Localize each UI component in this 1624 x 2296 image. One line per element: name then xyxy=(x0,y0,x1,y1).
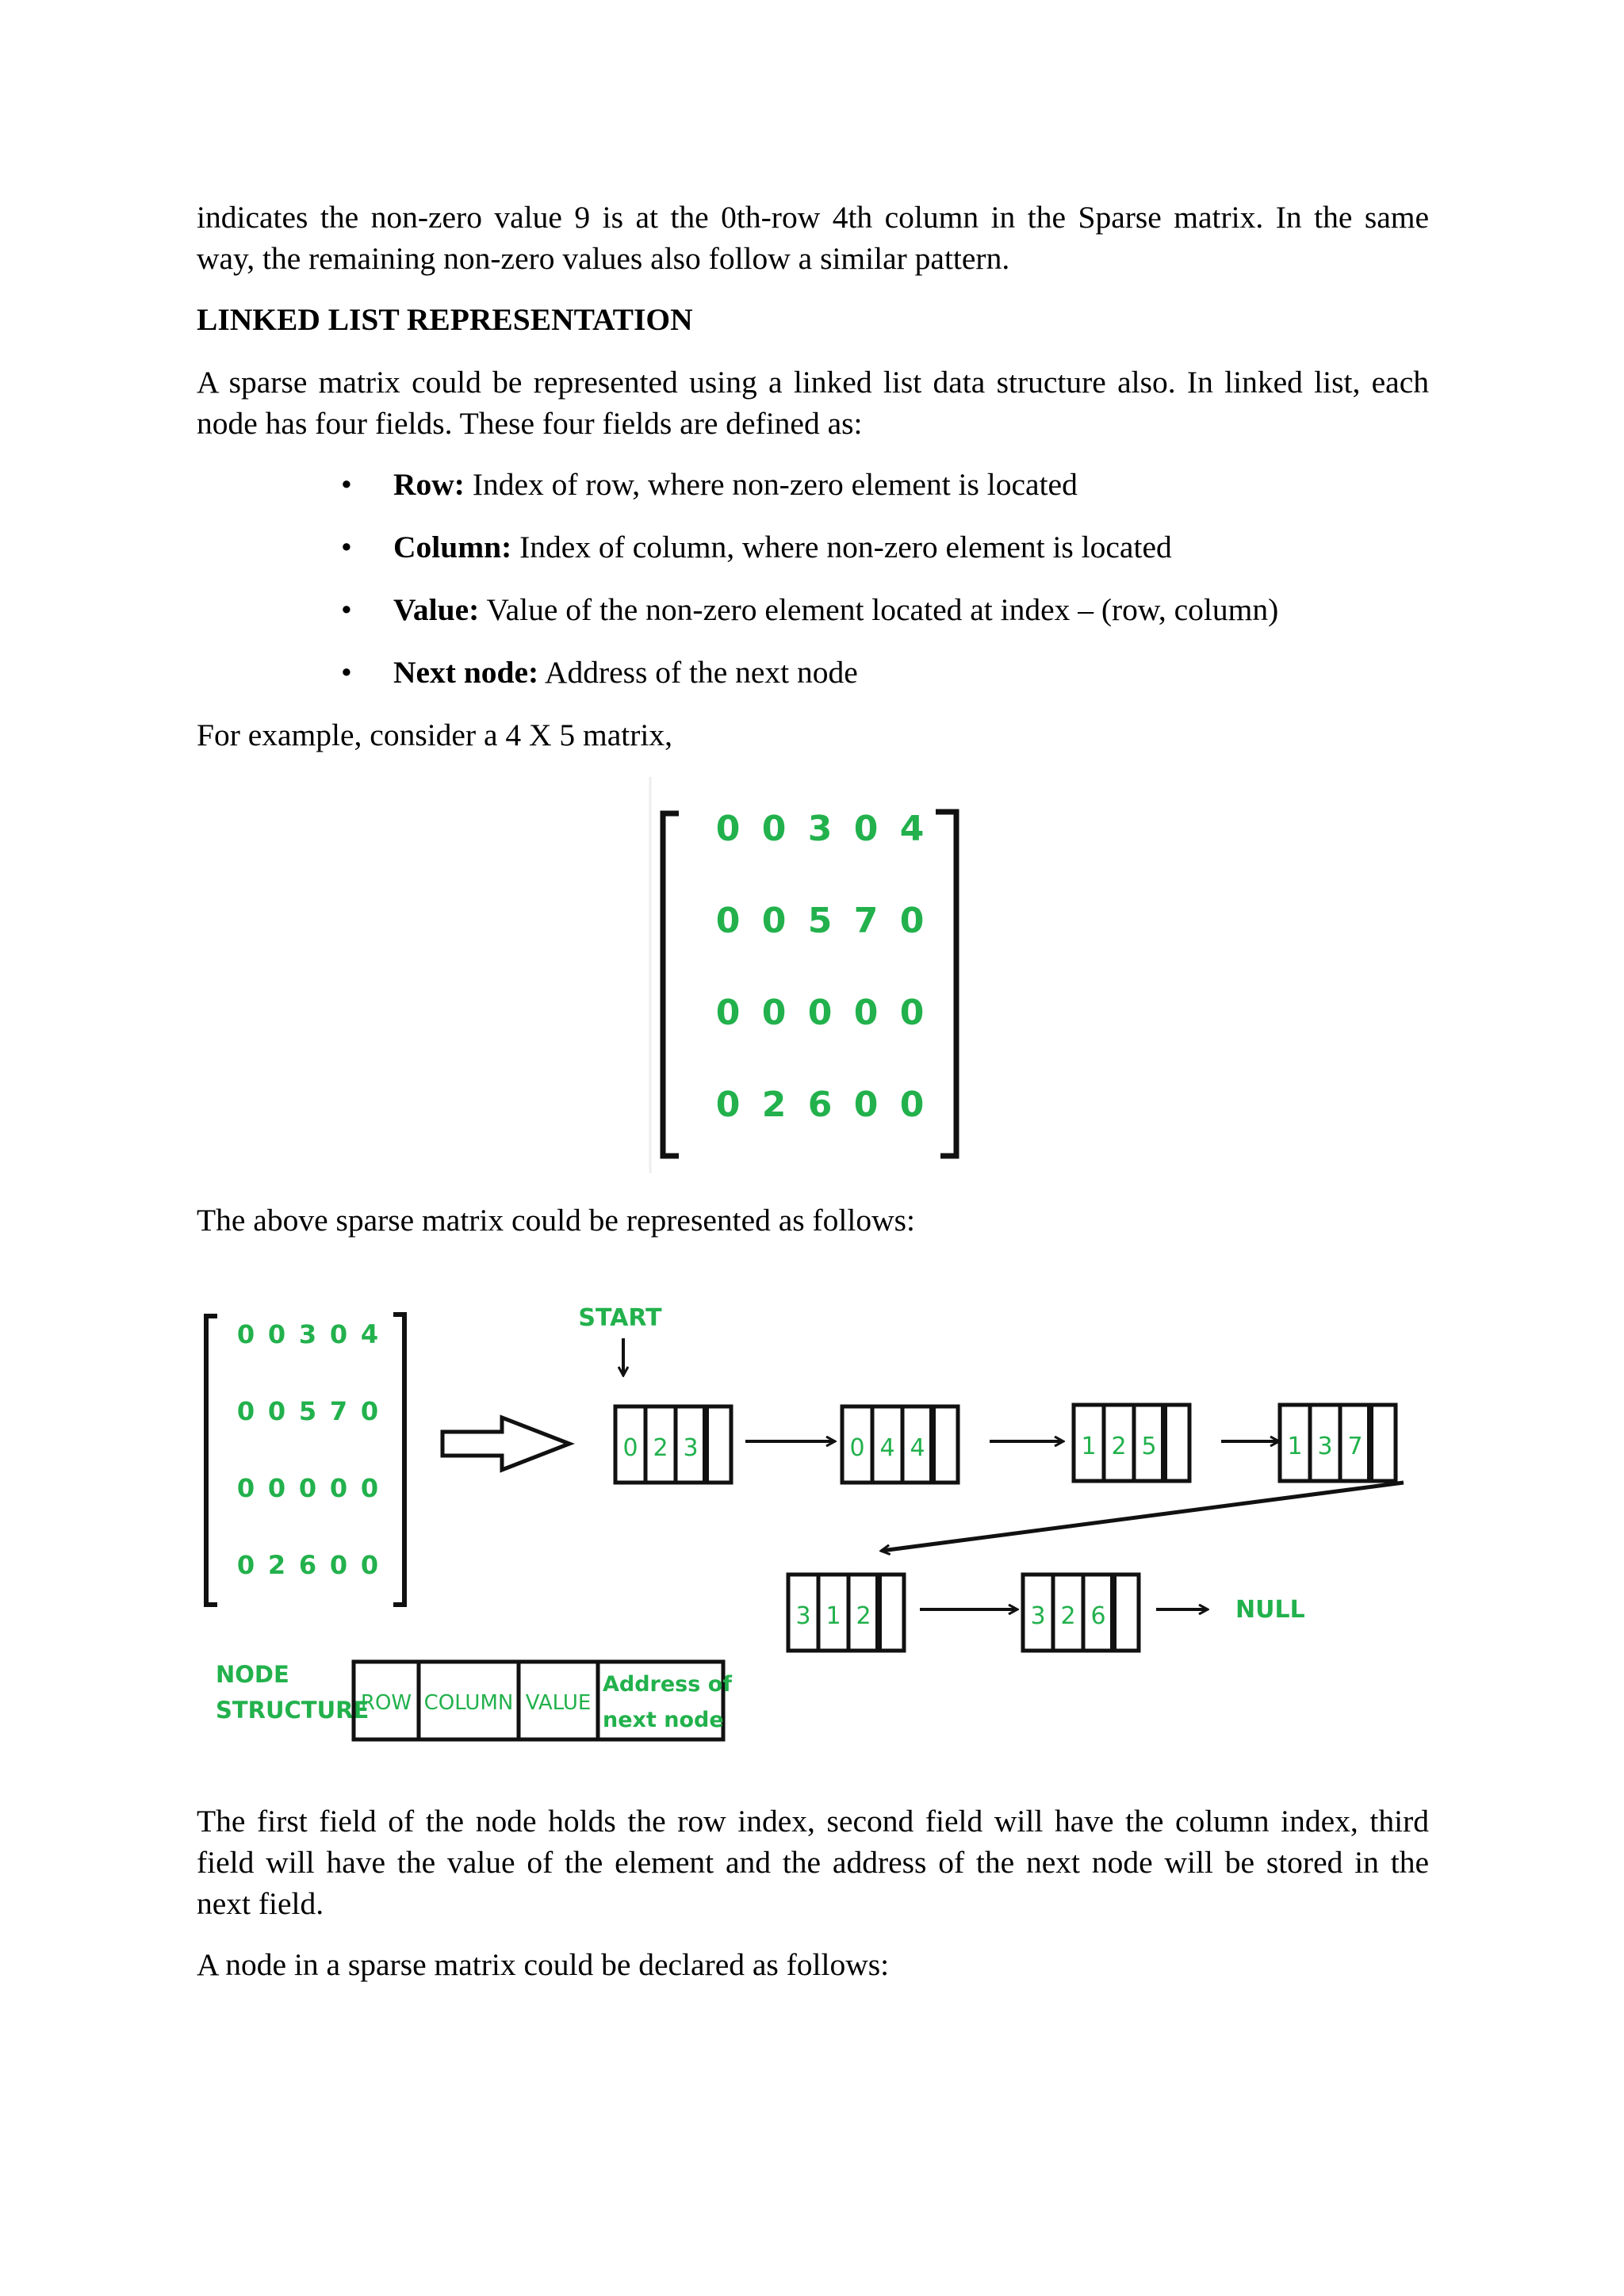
node-structure-label: NODE xyxy=(216,1661,289,1688)
field-term: Value: xyxy=(393,592,480,627)
node-field-value: 2 xyxy=(653,1434,668,1462)
explanation-paragraph xyxy=(197,1800,1429,1924)
matrix-cell: 0 xyxy=(899,1085,925,1125)
matrix-cell: 5 xyxy=(807,901,833,941)
matrix-cell: 0 xyxy=(899,901,925,941)
field-desc: Index of column, where non-zero element is located xyxy=(511,530,1172,564)
description-line-2: node has four fields. These four fields are defined as: xyxy=(197,406,863,441)
node-field-value: 2 xyxy=(1111,1433,1127,1460)
matrix-cell: 2 xyxy=(761,1085,787,1125)
matrix-figure xyxy=(649,777,966,1173)
node-field-value: 3 xyxy=(1317,1433,1333,1460)
matrix-cell: 0 xyxy=(761,993,787,1033)
matrix-cell: 0 xyxy=(761,809,787,849)
matrix-cell: 0 xyxy=(899,993,925,1033)
description-line-1: A sparse matrix could be represented using a linked list data structure also. In linked list, each xyxy=(197,365,1429,400)
node-field-value: 3 xyxy=(683,1434,699,1462)
list-node xyxy=(1074,1405,1189,1481)
declaration-intro: A node in a sparse matrix could be declared as follows: xyxy=(197,1947,890,1982)
small-matrix-cell: 0 xyxy=(236,1319,255,1349)
bullet: • xyxy=(341,655,352,690)
matrix-cell: 0 xyxy=(715,993,741,1033)
list-node xyxy=(842,1406,958,1483)
start-label: START xyxy=(578,1304,662,1332)
node-structure-label: STRUCTURE xyxy=(216,1697,370,1724)
bullet: • xyxy=(341,467,352,502)
field-desc: Index of row, where non-zero element is located xyxy=(464,467,1078,502)
matrix-cell: 4 xyxy=(899,809,925,849)
node-field-value: 5 xyxy=(1141,1433,1157,1460)
small-matrix-cell: 0 xyxy=(236,1550,255,1580)
field-desc: Address of the next node xyxy=(538,655,858,690)
node-field-value: 0 xyxy=(622,1434,638,1462)
small-right-bracket xyxy=(393,1314,404,1605)
node-field-value: 2 xyxy=(1060,1602,1076,1630)
small-matrix-cell: 0 xyxy=(329,1319,348,1349)
matrix-cell: 0 xyxy=(715,809,741,849)
small-matrix-cell: 0 xyxy=(329,1550,348,1580)
matrix-cell: 6 xyxy=(807,1085,833,1125)
node-field-value: 2 xyxy=(856,1602,871,1630)
bullet: • xyxy=(341,530,352,564)
explanation-line-3: next field. xyxy=(197,1886,324,1921)
small-matrix-cell: 0 xyxy=(236,1396,255,1426)
explanation-line-2: field will have the value of the element and the address of the next node will be stored in the xyxy=(197,1845,1429,1880)
intro-line-1: indicates the non-zero value 9 is at the 0th-row 4th column in the Sparse matrix. In the same xyxy=(197,200,1429,235)
node-field-value: 4 xyxy=(879,1434,895,1462)
small-matrix-cell: 0 xyxy=(360,1550,379,1580)
field-value xyxy=(393,589,1278,630)
wrap-link-arrow xyxy=(882,1483,1404,1551)
explanation-line-1: The first field of the node holds the row index, second field will have the column index, third xyxy=(197,1804,1429,1839)
small-left-bracket xyxy=(206,1316,217,1605)
node-field-value: 1 xyxy=(825,1602,841,1630)
node-field-value: 1 xyxy=(1081,1433,1097,1460)
representation-intro: The above sparse matrix could be represented as follows: xyxy=(197,1203,915,1238)
matrix-cell: 0 xyxy=(715,901,741,941)
structure-field-address: next node xyxy=(603,1708,724,1732)
field-next-node xyxy=(393,652,858,693)
node-field-value: 1 xyxy=(1287,1433,1303,1460)
small-matrix-cell: 0 xyxy=(298,1473,317,1503)
node-field-value: 4 xyxy=(910,1434,925,1462)
node-field-value: 3 xyxy=(795,1602,811,1630)
small-matrix-cell: 7 xyxy=(329,1396,348,1426)
field-term: Row: xyxy=(393,467,465,502)
small-matrix-cell: 0 xyxy=(360,1396,379,1426)
field-term: Next node: xyxy=(393,655,539,690)
small-matrix-cell: 6 xyxy=(298,1550,317,1580)
structure-field-row: ROW xyxy=(360,1691,412,1715)
node-field-value: 3 xyxy=(1030,1602,1046,1630)
small-matrix-cell: 0 xyxy=(267,1473,286,1503)
field-desc: Value of the non-zero element located at index – (row, column) xyxy=(479,592,1279,627)
field-term: Column: xyxy=(393,530,512,564)
small-matrix-cell: 4 xyxy=(360,1319,379,1349)
intro-paragraph xyxy=(197,197,1429,279)
null-label: NULL xyxy=(1235,1596,1305,1624)
small-matrix-cell: 3 xyxy=(298,1319,317,1349)
matrix-cell: 0 xyxy=(853,993,879,1033)
small-matrix-cell: 0 xyxy=(360,1473,379,1503)
bullet: • xyxy=(341,592,352,627)
small-matrix-cell: 2 xyxy=(267,1550,286,1580)
transform-arrow-icon xyxy=(442,1418,569,1470)
matrix-cell: 7 xyxy=(853,901,879,941)
list-node xyxy=(1023,1575,1139,1651)
structure-field-value: VALUE xyxy=(525,1691,592,1715)
node-field-value: 7 xyxy=(1347,1433,1363,1460)
matrix-cell: 0 xyxy=(853,1085,879,1125)
matrix-cell: 0 xyxy=(761,901,787,941)
small-matrix-cell: 0 xyxy=(267,1396,286,1426)
matrix-cell: 0 xyxy=(807,993,833,1033)
small-matrix-cell: 0 xyxy=(236,1473,255,1503)
small-matrix-cell: 5 xyxy=(298,1396,317,1426)
small-matrix-cell: 0 xyxy=(329,1473,348,1503)
list-node xyxy=(615,1406,731,1483)
field-row xyxy=(393,464,1078,505)
structure-field-column: COLUMN xyxy=(423,1691,514,1715)
description-paragraph xyxy=(197,362,1429,444)
example-intro: For example, consider a 4 X 5 matrix, xyxy=(197,718,673,752)
list-node xyxy=(788,1575,904,1651)
node-field-value: 6 xyxy=(1090,1602,1106,1630)
matrix-cell: 0 xyxy=(715,1085,741,1125)
matrix-cell: 0 xyxy=(853,809,879,849)
matrix-cell: 3 xyxy=(807,809,833,849)
intro-line-2: way, the remaining non-zero values also follow a similar pattern. xyxy=(197,241,1010,276)
field-column xyxy=(393,526,1172,568)
linked-list-diagram xyxy=(190,1292,1435,1752)
small-matrix-cell: 0 xyxy=(267,1319,286,1349)
list-node xyxy=(1280,1405,1396,1481)
node-field-value: 0 xyxy=(849,1434,865,1462)
section-heading: LINKED LIST REPRESENTATION xyxy=(197,302,693,337)
structure-field-address: Address of xyxy=(603,1672,733,1697)
